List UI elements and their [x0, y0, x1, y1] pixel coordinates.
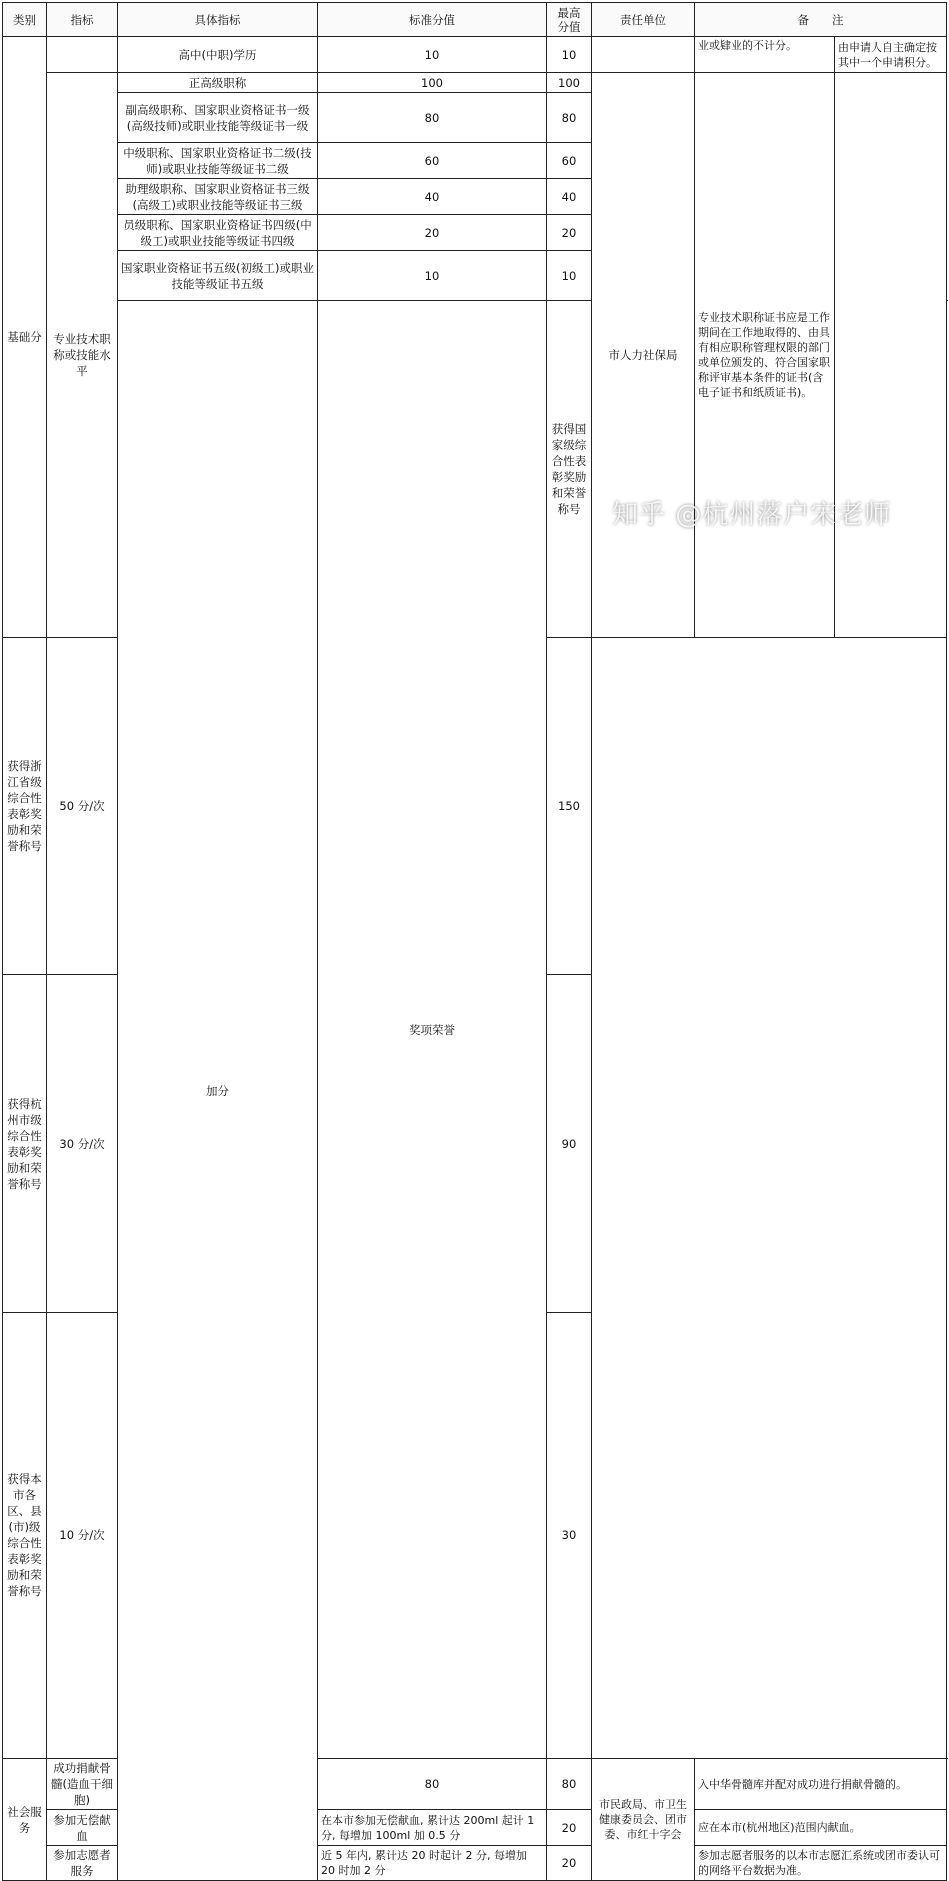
specific-cell: 参加无偿献血 — [47, 1810, 118, 1846]
indicator-blank — [47, 37, 118, 73]
header-specific: 具体指标 — [118, 3, 318, 37]
max-cell: 80 — [547, 1759, 592, 1810]
category-basic: 基础分 — [3, 37, 47, 638]
score-cell: 近 5 年内, 累计达 20 时起计 2 分, 每增加 20 时加 2 分 — [318, 1846, 547, 1881]
unit-blank — [592, 37, 695, 73]
score-cell: 40 — [318, 179, 547, 215]
specific-cell: 获得浙江省级综合性表彰奖励和荣誉称号 — [3, 638, 47, 975]
score-cell: 80 — [318, 1759, 547, 1810]
specific-cell: 获得杭州市级综合性表彰奖励和荣誉称号 — [3, 975, 47, 1312]
score-cell: 20 — [318, 215, 547, 251]
note-cell: 应在本市(杭州地区)范围内献血。 — [695, 1810, 947, 1846]
table-row — [3, 73, 947, 93]
specific-cell: 高中(中职)学历 — [118, 37, 318, 73]
note-cell: 参加志愿者服务的以本市志愿汇系统或团市委认可的网络平台数据为准。 — [695, 1846, 947, 1881]
max-cell: 10 — [547, 37, 592, 73]
max-cell: 20 — [547, 215, 592, 251]
watermark: 知乎 @杭州落户宋老师 — [612, 500, 892, 530]
note-cell: 业或肄业的不计分。 — [695, 37, 835, 73]
score-cell: 100 — [318, 73, 547, 93]
indicator-professional-title: 专业技术职称或技能水平 — [47, 73, 118, 638]
indicator-honors: 奖项荣誉 — [318, 301, 547, 1759]
header-category: 类别 — [3, 3, 47, 37]
max-cell: 150 — [547, 638, 592, 975]
specific-cell: 成功捐献骨髓(造血干细胞) — [47, 1759, 118, 1810]
category-bonus: 加分 — [118, 301, 318, 1881]
note-cell-b: 由申请人自主确定按其中一个申请积分。 — [835, 37, 947, 73]
specific-cell: 获得本市各区、县(市)级综合性表彰奖励和荣誉称号 — [3, 1312, 47, 1758]
header-max: 最高 分值 — [547, 3, 592, 37]
note-cell: 入中华骨髓库并配对成功进行捐献骨髓的。 — [695, 1759, 947, 1810]
note-professional-title: 专业技术职称证书应是工作期间在工作地取得的、由具有相应职称管理权限的部门或单位颁发的、符合国家职称评审基本条件的证书(含电子证书和纸质证书)。 — [695, 73, 835, 638]
max-cell: 20 — [547, 1810, 592, 1846]
specific-cell: 参加志愿者服务 — [47, 1846, 118, 1881]
specific-cell: 员级职称、国家职业资格证书四级(中级工)或职业技能等级证书四级 — [118, 215, 318, 251]
max-cell: 100 — [547, 73, 592, 93]
header-score: 标准分值 — [318, 3, 547, 37]
specific-cell: 正高级职称 — [118, 73, 318, 93]
note-blank — [835, 73, 947, 638]
max-cell: 30 — [547, 1312, 592, 1758]
indicator-social: 社会服务 — [3, 1759, 47, 1881]
score-cell: 10 — [318, 37, 547, 73]
score-cell: 60 — [318, 143, 547, 179]
score-cell: 在本市参加无偿献血, 累计达 200ml 起计 1 分, 每增加 100ml 加 0.5 分 — [318, 1810, 547, 1846]
header-row — [3, 3, 947, 37]
specific-cell: 国家职业资格证书五级(初级工)或职业技能等级证书五级 — [118, 251, 318, 301]
unit-social: 市民政局、市卫生健康委员会、团市委、市红十字会 — [592, 1759, 695, 1881]
score-cell: 30 分/次 — [47, 975, 118, 1312]
points-table — [2, 2, 947, 1881]
specific-cell: 助理级职称、国家职业资格证书三级(高级工)或职业技能等级证书三级 — [118, 179, 318, 215]
header-indicator: 指标 — [47, 3, 118, 37]
max-cell: 60 — [547, 143, 592, 179]
max-cell: 80 — [547, 93, 592, 143]
header-unit: 责任单位 — [592, 3, 695, 37]
specific-cell: 副高级职称、国家职业资格证书一级(高级技师)或职业技能等级证书一级 — [118, 93, 318, 143]
max-cell: 10 — [547, 251, 592, 301]
score-cell: 80 — [318, 93, 547, 143]
max-cell: 90 — [547, 975, 592, 1312]
max-cell: 20 — [547, 1846, 592, 1881]
score-cell: 10 — [318, 251, 547, 301]
specific-cell: 中级职称、国家职业资格证书二级(技师)或职业技能等级证书二级 — [118, 143, 318, 179]
specific-cell: 获得国家级综合性表彰奖励和荣誉称号 — [547, 301, 592, 638]
max-cell: 40 — [547, 179, 592, 215]
unit-hr: 市人力社保局 — [592, 73, 695, 638]
header-note: 备 注 — [695, 3, 947, 37]
score-cell: 50 分/次 — [47, 638, 118, 975]
score-cell: 10 分/次 — [47, 1312, 118, 1758]
table-row — [3, 37, 947, 73]
